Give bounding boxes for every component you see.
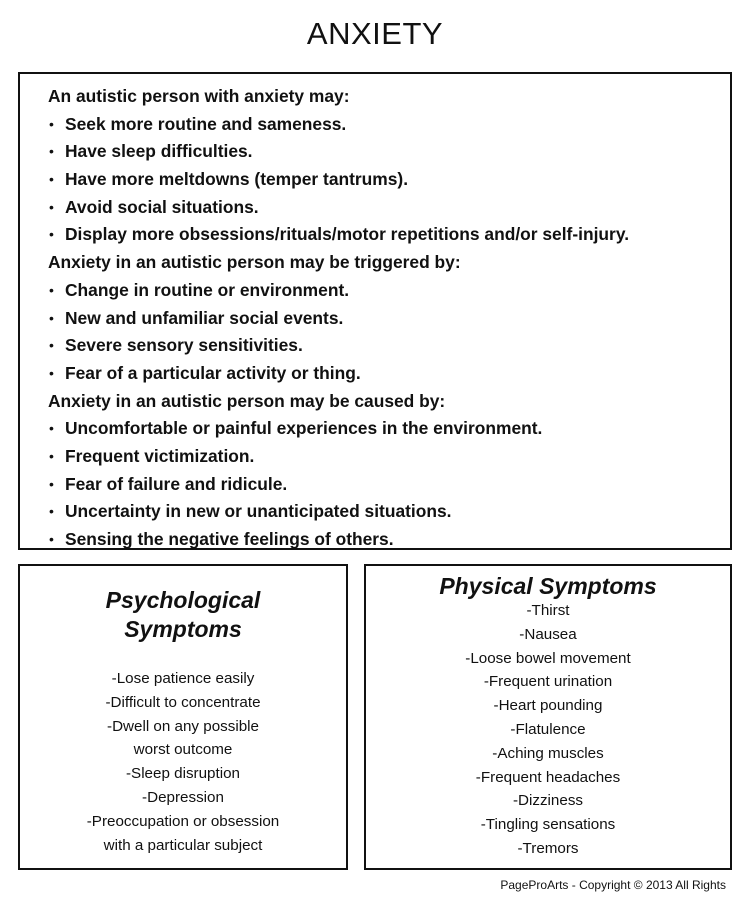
bullet-item (48, 305, 730, 333)
section-heading: Anxiety in an autistic person may be caused by: (48, 390, 446, 411)
bullet-icon: • (49, 531, 54, 547)
symptom-item: -Depression (142, 788, 224, 806)
bullet-item (48, 471, 730, 499)
bullet-text: Fear of failure and ridicule. (65, 473, 288, 494)
bullet-item (48, 194, 730, 222)
symptom-item: -Preoccupation or obsession (86, 812, 280, 830)
psychological-heading-line2: Symptoms (124, 616, 242, 642)
bullet-item (48, 111, 730, 139)
bullet-text: Sensing the negative feelings of others. (65, 529, 394, 549)
bullet-item (48, 443, 730, 471)
bullet-item (48, 166, 730, 194)
bullet-item (48, 415, 730, 443)
bullet-icon: • (49, 198, 54, 215)
symptom-item: worst outcome (133, 741, 233, 759)
bullet-item (48, 332, 730, 360)
bullet-text: Avoid social situations. (65, 196, 259, 217)
bullet-item (48, 360, 730, 388)
anxiety-info-box (18, 72, 732, 550)
physical-symptoms-box (364, 564, 732, 870)
symptom-item: -Frequent urination (483, 673, 613, 691)
symptom-item: -Loose bowel movement (465, 649, 631, 667)
symptom-item: with a particular subject (103, 836, 263, 854)
bullet-icon: • (49, 364, 54, 381)
section-heading: An autistic person with anxiety may: (48, 86, 350, 106)
bullet-text: Display more obsessions/rituals/motor repetitions and/or self-injury. (65, 224, 630, 245)
bullet-icon: • (49, 171, 54, 188)
bullet-text: Frequent victimization. (65, 445, 255, 466)
symptom-item: -Aching muscles (492, 744, 604, 762)
symptom-item: -Frequent headaches (475, 768, 621, 786)
psychological-symptom-list (20, 667, 346, 857)
symptom-item: -Heart pounding (493, 697, 603, 715)
psychological-heading-line1: Psychological (105, 587, 261, 613)
page-title: ANXIETY (306, 16, 444, 51)
section-heading: Anxiety in an autistic person may be triggered by: (48, 252, 461, 273)
symptom-item: -Sleep disruption (126, 765, 240, 783)
symptom-item: -Tremors (517, 839, 579, 857)
bullet-text: Uncomfortable or painful experiences in the environment. (65, 418, 543, 439)
copyright-notice: PageProArts - Copyright © 2013 All Rights (500, 878, 726, 892)
symptom-item: -Difficult to concentrate (105, 693, 261, 711)
bullet-item (48, 498, 730, 526)
bullet-text: Change in routine or environment. (65, 279, 350, 300)
psychological-heading (20, 586, 346, 644)
bullet-icon: • (49, 143, 54, 160)
symptom-item: -Nausea (519, 625, 577, 643)
bullet-item (48, 277, 730, 305)
bullet-icon: • (49, 447, 54, 464)
physical-symptom-list (366, 599, 730, 861)
symptom-item: -Tingling sensations (480, 816, 616, 834)
bullet-icon: • (49, 420, 54, 437)
bullet-icon: • (49, 309, 54, 326)
bullet-item (48, 526, 730, 554)
bullet-text: Seek more routine and sameness. (65, 113, 347, 134)
physical-heading: Physical Symptoms (439, 573, 657, 599)
bullet-text: Fear of a particular activity or thing. (65, 362, 361, 383)
symptom-item: -Thirst (526, 602, 570, 619)
bullet-text: Uncertainty in new or unanticipated situations. (65, 501, 452, 522)
bullet-icon: • (49, 337, 54, 354)
bullet-item (48, 221, 730, 249)
symptom-item: -Flatulence (510, 720, 586, 738)
bullet-item (48, 138, 730, 166)
bullet-text: Have sleep difficulties. (65, 141, 253, 162)
bullet-text: New and unfamiliar social events. (65, 307, 344, 328)
bullet-icon: • (49, 281, 54, 298)
bullet-text: Have more meltdowns (temper tantrums). (65, 169, 409, 190)
bullet-icon: • (49, 475, 54, 492)
psychological-symptoms-box (18, 564, 348, 870)
bullet-icon: • (49, 115, 54, 132)
symptom-item: -Lose patience easily (111, 670, 255, 687)
bullet-text: Severe sensory sensitivities. (65, 335, 303, 356)
bullet-icon: • (49, 503, 54, 520)
symptom-item: -Dizziness (512, 792, 584, 810)
symptom-item: -Dwell on any possible (107, 717, 259, 735)
bullet-icon: • (49, 226, 54, 243)
